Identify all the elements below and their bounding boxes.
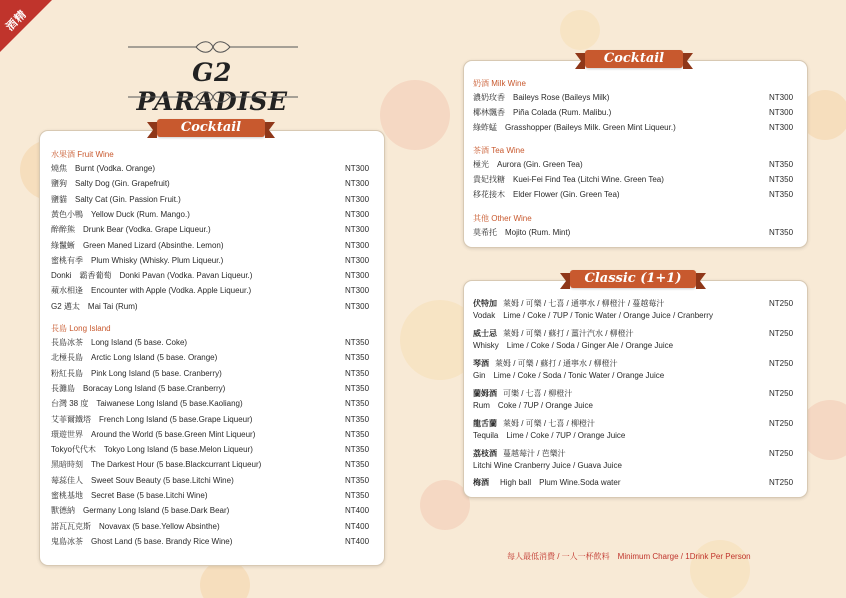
footer-note: 每人最低消費 / 一人一杯飲料 Minimum Charge / 1Drink Per Person (507, 552, 751, 561)
item-name-en: French Long Island (5 base.Grape Liqueur) (99, 414, 253, 424)
menu-item (51, 429, 255, 441)
item-price: NT350 (769, 160, 794, 169)
item-price: NT300 (345, 255, 370, 265)
item-price: NT300 (345, 179, 370, 189)
classic-spirit-zh: 琴酒 (473, 359, 489, 368)
menu-item (51, 194, 181, 206)
item-price: NT250 (769, 478, 794, 487)
menu-item (473, 159, 583, 171)
item-name-zh: 長灘島 (51, 383, 75, 393)
menu-item (51, 163, 155, 175)
item-price: NT300 (345, 164, 370, 173)
item-price: NT400 (345, 536, 370, 546)
menu-item (51, 444, 253, 456)
classic-mixers-zh: 萊姆 / 可樂 / 七喜 / 通寧水 / 柳橙汁 / 蔓越莓汁 (503, 299, 665, 308)
classic-spirit-zh: 梅酒 (473, 478, 489, 487)
item-price: NT300 (769, 123, 794, 132)
item-name-zh: 鹽貓 (51, 194, 67, 204)
item-name-zh: Donki 霸香葡萄 (51, 271, 112, 281)
classic-spirit-zh: 荔枝酒 (473, 449, 497, 458)
item-name-zh: 燒焦 (51, 164, 67, 173)
classic-mixers-en: High ball Plum Wine.Soda water (500, 478, 621, 487)
menu-item (51, 285, 251, 297)
item-name-zh: 獸德納 (51, 506, 75, 516)
menu-item (51, 521, 220, 533)
right-top-ribbon: Cocktail (585, 50, 683, 68)
item-name-en: Long Island (5 base. Coke) (91, 338, 188, 347)
classic-spirit-zh: 蘭姆酒 (473, 389, 497, 398)
item-name-en: Salty Dog (Gin. Grapefruit) (75, 179, 170, 189)
item-name-en: Arctic Long Island (5 base. Orange) (91, 353, 218, 363)
item-name-zh: 綠蚱蜢 (473, 123, 497, 132)
item-name-en: Aurora (Gin. Green Tea) (497, 160, 583, 169)
item-name-zh: 移花接木 (473, 190, 505, 199)
menu-item (51, 301, 138, 313)
menu-item (51, 475, 234, 487)
classic-mixers-en: Rum Coke / 7UP / Orange Juice (473, 401, 593, 410)
item-price: NT350 (345, 475, 370, 485)
item-name-zh: 艾菲爾鐵塔 (51, 414, 91, 424)
menu-item (473, 107, 611, 119)
item-price: NT350 (345, 383, 370, 393)
section-heading: 奶酒 Milk Wine (473, 79, 526, 88)
menu-item (51, 224, 211, 236)
section-heading: 長島 Long Island (51, 324, 111, 333)
item-price: NT350 (345, 368, 370, 378)
classic-mixers-en: Litchi Wine Cranberry Juice / Guava Juice (473, 461, 622, 470)
item-name-zh: 黑暗時刻 (51, 460, 83, 470)
menu-item (473, 122, 676, 134)
item-name-zh: 極光 (473, 160, 489, 169)
item-name-en: Boracay Long Island (5 base.Cranberry) (83, 383, 226, 393)
item-name-zh: 蜜桃有季 (51, 255, 83, 265)
item-price: NT350 (345, 445, 370, 455)
item-price: NT350 (769, 228, 794, 237)
item-price: NT250 (769, 329, 794, 338)
item-name-en: Novavax (5 base.Yellow Absinthe) (99, 521, 220, 531)
item-name-zh: G2 邁太 (51, 301, 80, 311)
item-name-zh: 鹽狗 (51, 179, 67, 189)
menu-item (51, 337, 187, 349)
classic-item (473, 358, 618, 370)
item-price: NT350 (345, 491, 370, 500)
item-name-en: Yellow Duck (Rum. Mango.) (91, 209, 190, 219)
item-name-en: Donki Pavan (Vodka. Pavan Liqueur.) (119, 271, 253, 281)
corner-label: 酒精 (3, 7, 30, 34)
item-price: NT350 (345, 338, 370, 347)
item-name-zh: 台灣 38 度 (51, 399, 89, 409)
classic-item (473, 388, 572, 400)
item-price: NT300 (345, 271, 370, 281)
item-name-en: Salty Cat (Gin. Passion Fruit.) (75, 194, 181, 204)
section-heading: 其他 Other Wine (473, 214, 532, 223)
item-name-en: Germany Long Island (5 base.Dark Bear) (83, 506, 230, 516)
menu-item (51, 459, 261, 471)
item-name-en: Pink Long Island (5 base. Cranberry) (91, 368, 222, 378)
classic-mixers-zh: 可樂 / 七喜 / 柳橙汁 (503, 389, 573, 398)
classic-item (473, 328, 634, 340)
classic-mixers-en: Tequila Lime / Coke / 7UP / Orange Juice (473, 431, 626, 440)
item-name-zh: 貴妃找糖 (473, 175, 505, 184)
item-name-en: Taiwanese Long Island (5 base.Kaoliang) (96, 399, 243, 409)
item-name-en: Baileys Rose (Baileys Milk) (513, 93, 610, 102)
item-name-en: Elder Flower (Gin. Green Tea) (513, 190, 620, 199)
classic-item (473, 477, 495, 489)
item-price: NT250 (769, 359, 794, 368)
item-name-en: Piña Colada (Rum. Malibu.) (513, 108, 612, 117)
item-price: NT350 (345, 399, 370, 409)
menu-item (473, 227, 570, 239)
item-price: NT350 (345, 429, 370, 439)
item-name-en: Green Maned Lizard (Absinthe. Lemon) (83, 240, 224, 250)
item-price: NT300 (345, 209, 370, 219)
menu-item (51, 178, 170, 190)
item-name-en: Mai Tai (Rum) (87, 301, 138, 311)
classic-mixers-en: Whisky Lime / Coke / Soda / Ginger Ale / Orange Juice (473, 341, 674, 350)
menu-item (51, 414, 252, 426)
item-name-en: Grasshopper (Baileys Milk. Green Mint Liqueur.) (505, 123, 676, 132)
item-name-zh: 環遊世界 (51, 429, 83, 439)
item-price: NT400 (345, 506, 370, 516)
menu-item (51, 398, 243, 410)
item-name-en: Tokyo Long Island (5 base.Melon Liqueur) (103, 445, 253, 455)
item-name-zh: 莫希托 (473, 228, 497, 237)
item-name-zh: 莓蕊佳人 (51, 475, 83, 485)
classic-item (473, 298, 664, 310)
classic-spirit-zh: 龍舌蘭 (473, 419, 497, 428)
section-heading: 茶酒 Tea Wine (473, 146, 525, 155)
item-price: NT300 (345, 194, 370, 204)
item-name-zh: 黃色小鴨 (51, 209, 83, 219)
item-name-zh: 鬼島冰茶 (51, 536, 83, 546)
item-price: NT350 (345, 414, 370, 424)
classic-mixers-zh: 萊姆 / 可樂 / 蘇打 / 薑汁汽水 / 柳橙汁 (503, 329, 634, 338)
item-price: NT250 (769, 299, 794, 308)
item-name-en: Mojito (Rum. Mint) (505, 228, 571, 237)
item-name-en: Secret Base (5 base.Litchi Wine) (91, 491, 208, 500)
classic-item (473, 418, 595, 430)
item-price: NT300 (769, 108, 794, 117)
menu-item (51, 255, 223, 267)
item-name-en: Burnt (Vodka. Orange) (75, 164, 156, 173)
classic-mixers-zh: 蔓越莓汁 / 芭樂汁 (503, 449, 566, 458)
item-name-zh: 蘋水相逢 (51, 286, 83, 296)
classic-spirit-zh: 威士忌 (473, 329, 497, 338)
item-name-zh: 濃奶玫香 (473, 93, 505, 102)
item-name-en: Drunk Bear (Vodka. Grape Liqueur.) (83, 225, 211, 235)
menu-item (51, 209, 190, 221)
menu-item (51, 368, 222, 380)
classic-mixers-en: Vodak Lime / Coke / 7UP / Tonic Water / Orange Juice / Cranberry (473, 311, 713, 320)
item-name-zh: 諾瓦瓦克斯 (51, 521, 91, 531)
item-price: NT350 (345, 353, 370, 363)
item-name-en: Sweet Souv Beauty (5 base.Litchi Wine) (91, 475, 234, 485)
item-name-zh: 綠鬣蜥 (51, 240, 75, 250)
item-price: NT250 (769, 419, 794, 428)
item-price: NT350 (769, 190, 794, 199)
item-price: NT300 (769, 93, 794, 102)
classic-mixers-zh: 萊姆 / 可樂 / 七喜 / 柳橙汁 (503, 419, 596, 428)
item-name-en: Kuei-Fei Find Tea (Litchi Wine. Green Tea) (513, 175, 664, 184)
item-name-zh: 蜜桃基地 (51, 491, 83, 500)
menu-item (51, 240, 224, 252)
menu-item (51, 536, 232, 548)
menu-item (473, 189, 620, 201)
classic-item (473, 448, 566, 460)
brand-title: G2 PARADISE (136, 58, 288, 116)
item-name-zh: 長島冰茶 (51, 338, 83, 347)
item-name-en: The Darkest Hour (5 base.Blackcurrant Liqueur) (91, 460, 262, 470)
menu-item (51, 270, 252, 282)
menu-item (473, 92, 609, 104)
item-price: NT300 (345, 301, 370, 311)
item-price: NT300 (345, 225, 370, 235)
item-name-zh: 椰林飄香 (473, 108, 505, 117)
item-price: NT250 (769, 449, 794, 458)
menu-item (473, 174, 664, 186)
item-price: NT300 (345, 286, 370, 296)
item-price: NT400 (345, 521, 370, 531)
classic-spirit-zh: 伏特加 (473, 299, 497, 308)
item-name-zh: 北極長島 (51, 353, 83, 363)
menu-item (51, 383, 225, 395)
menu-item (51, 352, 217, 364)
item-price: NT300 (345, 240, 370, 250)
menu-item (51, 505, 229, 517)
item-name-en: Ghost Land (5 base. Brandy Rice Wine) (91, 536, 233, 546)
item-price: NT350 (345, 460, 370, 470)
item-name-en: Around the World (5 base.Green Mint Liqueur) (91, 429, 256, 439)
ornament-bottom-icon (126, 90, 300, 104)
classic-mixers-zh: 萊姆 / 可樂 / 蘇打 / 通寧水 / 柳橙汁 (495, 359, 618, 368)
item-price: NT350 (769, 175, 794, 184)
item-name-zh: 醉醉熊 (51, 225, 75, 235)
item-price: NT250 (769, 389, 794, 398)
left-panel-ribbon: Cocktail (157, 119, 265, 137)
section-heading: 水果酒 Fruit Wine (51, 150, 114, 159)
ornament-top-icon (126, 40, 300, 54)
item-name-en: Plum Whisky (Whisky. Plum Liqueur.) (91, 255, 224, 265)
item-name-zh: Tokyo代代木 (51, 445, 96, 455)
item-name-en: Encounter with Apple (Vodka. Apple Liqueur.) (91, 286, 252, 296)
item-name-zh: 粉紅長島 (51, 368, 83, 378)
classic-mixers-en: Gin Lime / Coke / Soda / Tonic Water / Orange Juice (473, 371, 665, 380)
menu-item (51, 490, 208, 502)
right-bottom-ribbon: Classic (1+1) (570, 270, 696, 288)
